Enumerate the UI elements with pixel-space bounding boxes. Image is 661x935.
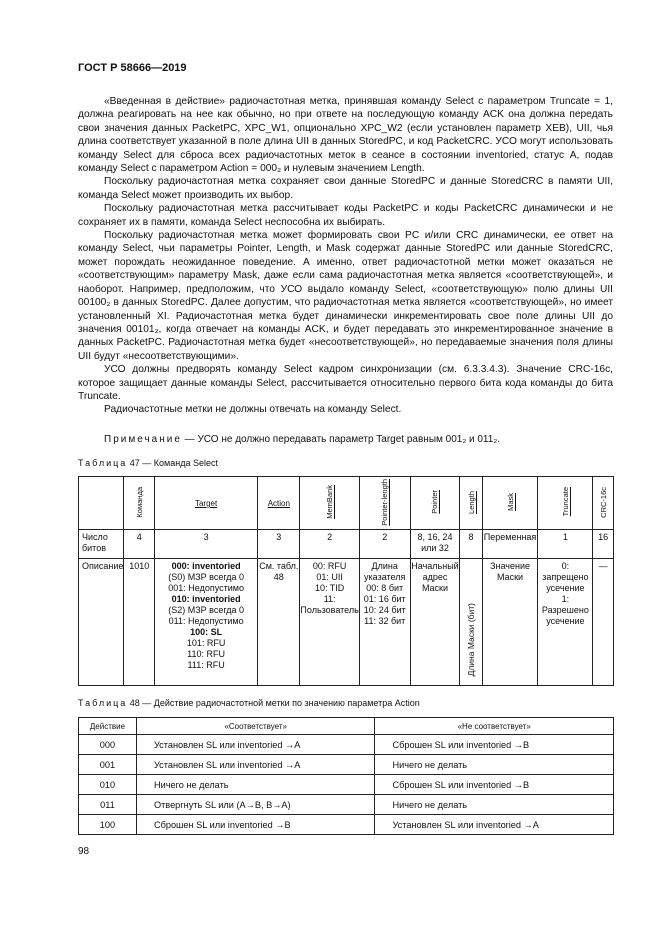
paragraph-4: Поскольку радиочастотная метка может формировать свои PC и/или CRC динамически, ее ответ на команду Select, чьи параметры Pointer, Length, и Mask содержат данные StoredPC или данные StoredCRC, может порождать неожиданное поведение. А именно, ответ радиочастотной метки может оказаться не «соответствующим» параметру Mask, даже если сама радиочастотная метка является «соответствующей», и наоборот. Например, предположим, что УСО выдало команду Select, «соответствующую» полю длины UII 00100₂ в данных StoredPC. Далее допустим, что радиочастотная метка является «соответствующей», но имеет установленный XI. Радиочастотная метка будет динамически инкрементировать свое поле длины UII до значения 00101₂, когда отвечает на команды ACK, и будет передавать это инкрементированное значение в данных PacketPC. Радиочастотная метка будет «несоответствующей», но передаваемые значения поля длины UII будут «несоответствующими». bbox=[78, 230, 613, 362]
col-length: Length bbox=[466, 490, 476, 514]
table-row-bits: Число битов 4 3 3 2 2 8, 16, 24 или 32 8 Переменная 1 16 bbox=[79, 530, 614, 559]
paragraph-1: «Введенная в действие» радиочастотная метка, принявшая команду Select с параметром Truncate = 1, должна реагировать на нее как обычно, но при ответе на последующую команду ACK она должна передать свои значения данных PacketPC, XPC_W1, опционально XPC_W2 (если установлен параметр XEB), UII, чья длина соответствует указанной в поле длина UII в данных StoredPC, и код PacketCRC. УСО могут использовать команду Select для сброса всех радиочастотных меток в сеансе в состоянии inventoried, статус A, подав команду Select с параметром Action = 000₂ и нулевым значением Length. bbox=[78, 96, 613, 175]
length-desc: Длина Маски (бит) bbox=[466, 602, 477, 676]
page-number: 98 bbox=[78, 846, 90, 857]
table-row: 011 Отвергнуть SL или (A→B, B→A) Ничего не делать bbox=[79, 795, 614, 815]
note-label: Примечание bbox=[104, 434, 182, 445]
col-target: Target bbox=[194, 499, 218, 508]
table-row: 000 Установлен SL или inventoried →A Сброшен SL или inventoried →B bbox=[79, 735, 614, 755]
pointer-values: Начальный адрес Маски bbox=[410, 559, 460, 686]
table47-caption: Таблица 47 — Команда Select bbox=[78, 458, 218, 468]
col-mask: Mask bbox=[505, 493, 515, 511]
col-pointer-length: Pointer-length bbox=[380, 478, 390, 526]
table-row: 001 Установлен SL или inventoried →A Ничего не делать bbox=[79, 755, 614, 775]
note bbox=[104, 434, 500, 445]
table-row: 100 Сброшен SL или inventoried →B Установлен SL или inventoried →A bbox=[79, 815, 614, 835]
paragraph-3: Поскольку радиочастотная метка рассчитывает коды PacketPC и коды PacketCRC динамически и не сохраняет их в памяти, команда Select неспособна их выбирать. bbox=[78, 203, 613, 228]
col-action: Action bbox=[267, 499, 290, 508]
row-label-desc: Описание bbox=[79, 559, 124, 686]
col-truncate: Truncate bbox=[560, 487, 570, 517]
col-crc: CRC-16c bbox=[598, 486, 608, 518]
document-header: ГОСТ Р 58666—2019 bbox=[78, 62, 187, 74]
paragraph-6: Радиочастотные метки не должны отвечать на команду Select. bbox=[104, 404, 402, 416]
table-row-description: Описание 1010 000: inventoried (S0) МЗР всегда 0 001: Недопустимо 010: inventoried (S2) МЗР всегда 0 011: Недопустимо 100: SL 101: RFU 110: RFU 111: RFU См. табл. 48 00: RFU 01: UII 10: TID 11: Пользователь Длина указателя 00: 8 бит 01: 16 бит 10: 24 бит 11: 32 бит Начальный адрес Маски Длина Маски (бит) Значение Маски 0: запрещено усечение 1: Разрешено усечение — bbox=[79, 559, 614, 686]
paragraph-5: УСО должны предворять команду Select кадром синхронизации (см. 6.3.3.4.3). Значение CRC-16c, которое защищает данные команды Select, рассчитывается относительно первого бита кода команды до бита Truncate. bbox=[78, 364, 613, 402]
truncate-values: 0: запрещено усечение 1: Разрешено усечение bbox=[538, 559, 593, 686]
mask-values: Значение Маски bbox=[482, 559, 538, 686]
select-command-table bbox=[78, 476, 614, 686]
note-text: — УСО не должно передавать параметр Target равным 001₂ и 011₂. bbox=[181, 434, 500, 445]
action-table bbox=[78, 717, 614, 835]
col-membank: MemBank bbox=[325, 485, 335, 519]
pointer-length-values: Длина указателя 00: 8 бит 01: 16 бит 10: 24 бит 11: 32 бит bbox=[359, 559, 410, 686]
col-pointer: Pointer bbox=[430, 490, 440, 514]
membank-values: 00: RFU 01: UII 10: TID 11: Пользователь bbox=[300, 559, 359, 686]
col-action-code: Действие bbox=[79, 718, 137, 735]
col-match: «Соответствует» bbox=[136, 718, 375, 735]
col-command: Команда bbox=[134, 486, 144, 518]
corner-cell bbox=[79, 477, 124, 530]
paragraph-2: Поскольку радиочастотная метка сохраняет свои данные StoredPC и данные StoredCRC в памяти UII, команда Select может производить их выбор. bbox=[78, 176, 613, 201]
body-text bbox=[78, 95, 613, 417]
target-values: 000: inventoried (S0) МЗР всегда 0 001: Недопустимо 010: inventoried (S2) МЗР всегда 0 011: Недопустимо 100: SL 101: RFU 110: RFU 111: RFU bbox=[155, 559, 258, 686]
table-row: 010 Ничего не делать Сброшен SL или inventoried →B bbox=[79, 775, 614, 795]
col-nomatch: «Не соответствует» bbox=[375, 718, 614, 735]
table48-caption: Таблица 48 — Действие радиочастотной метки по значению параметра Action bbox=[78, 698, 420, 708]
row-label-bits: Число битов bbox=[79, 530, 124, 559]
